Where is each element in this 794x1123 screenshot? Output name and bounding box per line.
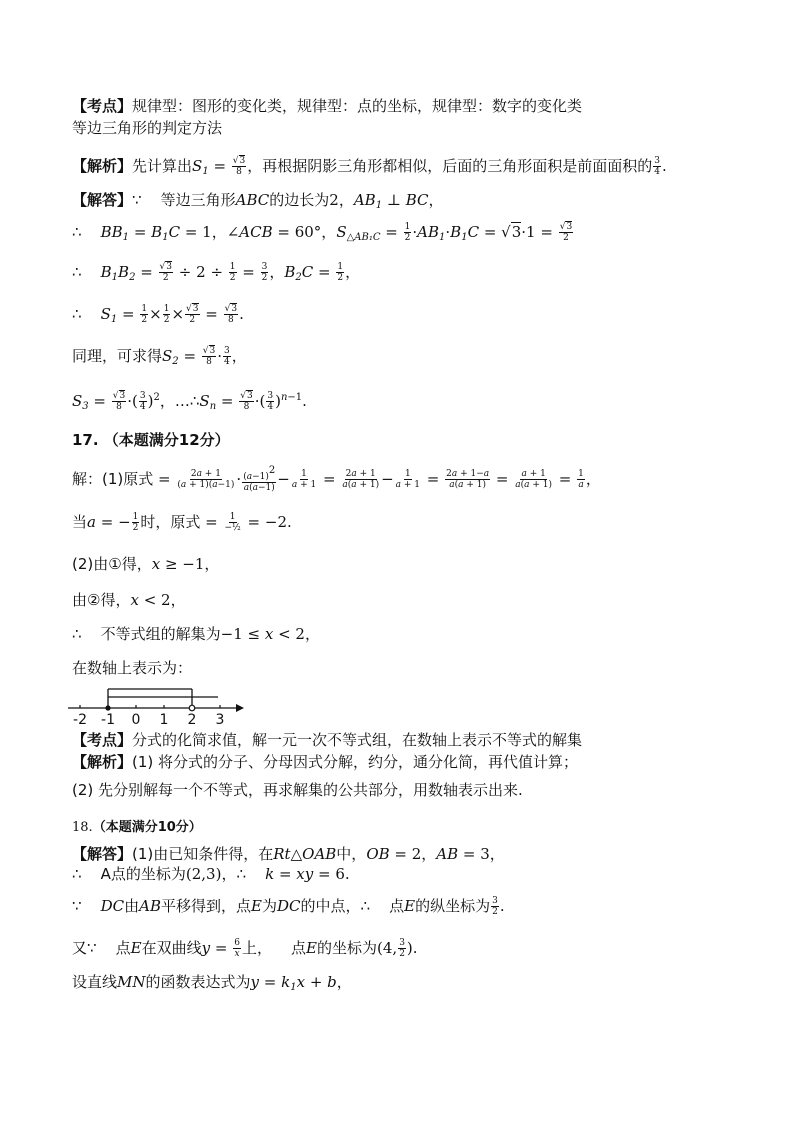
sol17-shi: 时，原式 bbox=[140, 513, 201, 531]
sol17-line-1: 解：(1)原式 = $\frac{2a + 1}{(a + 1)(a-1)}$ · $\frac{(a-1)^2}{a(a-1)}$ − $\frac{1}{a + 1}$ = $\frac{2a + 1}{a(a + 1)}$ − $\frac{1}{a + 1}$ = $\frac{2a + 1-a}{a(a + 1)}$ = $\frac{a + 1}{a(a + 1)}$ = $\frac{1}{a}$ ， bbox=[72, 465, 601, 493]
math-s1: $S_1$ bbox=[192, 157, 209, 177]
therefore-line-2: ∴ $B_1B_2$ = $\frac{√3}{2}$ ÷ 2 ÷ $\frac{1}{2}$ = $\frac{3}{2}$ ，$B_2C$ = $\frac{1}{2}$ ， bbox=[72, 262, 361, 283]
therefore-symbol: ∴ bbox=[72, 263, 82, 281]
sol18-a2: 中， bbox=[336, 845, 367, 863]
sol18-e2: 的函数表达式为 bbox=[145, 973, 251, 991]
sol17-line-4: 由②得，x < 2， bbox=[72, 591, 186, 609]
sol18-line-1: 【解答】(1)由已知条件得，在Rt△OAB中，OB = 2，AB = 3， bbox=[72, 845, 505, 863]
sol17-p2a: (2)由①得， bbox=[72, 555, 152, 573]
sol18-c4: 的中点，∴ bbox=[300, 897, 371, 915]
number-line-label: 0 bbox=[131, 712, 141, 728]
therefore-line-3: ∴ $S_1$ = $\frac{1}{2}$ × $\frac{1}{2}$ × $\frac{√3}{2}$ = $\frac{√3}{8}$ . bbox=[72, 304, 244, 325]
therefore-symbol: ∴ bbox=[72, 305, 82, 323]
frac-sqrt3-8: $\frac{√3}{8}$ bbox=[232, 156, 246, 177]
kaodian2-tag: 【考点】 bbox=[72, 731, 133, 749]
q18-heading-text: （本题满分10分） bbox=[92, 820, 202, 835]
kaodian-tag: 【考点】 bbox=[72, 97, 133, 115]
sol18-line-5: 设直线MN的函数表达式为$y = k_1x + b$， bbox=[72, 973, 352, 993]
sol17-solset: 不等式组的解集为 bbox=[100, 625, 221, 643]
jiexi-mid: ，再根据阴影三角形都相似，后面的三角形面积是前面面积的 bbox=[247, 157, 653, 175]
q17-heading: 17. （本题满分12分） bbox=[72, 431, 230, 449]
q18-heading bbox=[72, 816, 202, 838]
sol18-line-3: ∵ DC由AB平移得到，点E为DC的中点，∴ 点E的纵坐标为 $\frac{3}{2}$ . bbox=[72, 896, 505, 917]
sol18-b2: ，∴ bbox=[221, 865, 246, 883]
sol17-line-5: ∴ 不等式组的解集为−1 ≤ x < 2， bbox=[72, 625, 320, 643]
because-symbol: ∵ bbox=[132, 191, 142, 209]
number-line-arrow bbox=[236, 704, 244, 712]
sol18-d5: 点 bbox=[291, 939, 307, 957]
sol17-line-3: (2)由①得，x ≥ −1， bbox=[72, 555, 220, 573]
sol18-c2: 平移得到，点 bbox=[161, 897, 252, 915]
number-line-label: -1 bbox=[101, 712, 115, 728]
jieda-t2: 的边长为 bbox=[269, 191, 330, 209]
sol18-a1: (1)由已知条件得，在 bbox=[132, 845, 274, 863]
kaodian-text-2: 等边三角形的判定方法 bbox=[72, 119, 223, 137]
tongli-line: 同理，可求得$S_2$ = $\frac{√3}{8}$ · $\frac{3}{4}$ ， bbox=[72, 346, 247, 367]
sol18-e1: 设直线 bbox=[72, 973, 118, 991]
s3-sn-line: $S_3$ = $\frac{√3}{8}$ ·( $\frac{3}{4}$ )$^2$，$\dots\therefore S_n$ = $\frac{√3}{8}$ ·( $\frac{3}{4}$ )$^{n-1}$. bbox=[72, 391, 307, 412]
sol17-line-6 bbox=[72, 658, 192, 678]
jiexi2-tag: 【解析】 bbox=[72, 753, 133, 771]
kaodian-text: 规律型：图形的变化类，规律型：点的坐标，规律型：数字的变化类 bbox=[132, 97, 583, 115]
sol18-d1: 又∵ bbox=[72, 939, 97, 957]
jieda-t1: 等边三角形 bbox=[160, 191, 236, 209]
jiexi-end: . bbox=[662, 157, 667, 175]
jieda-t3: 2， bbox=[329, 191, 354, 209]
sol18-d2: 点 bbox=[115, 939, 131, 957]
frac-3-4: $\frac{3}{4}$ bbox=[654, 156, 661, 177]
jiexi2-text-2: (2) 先分别解每一个不等式，再求解集的公共部分，用数轴表示出来. bbox=[72, 781, 523, 799]
q18-num: 18. bbox=[72, 820, 93, 835]
therefore-line-1: ∴ $BB_1 = B_1C = 1$，∠ACB = 60°，$S_{\triangle AB_1C}$ = $\frac{1}{2}$ $\cdot AB_1\cdot B_1C = √3\cdot 1$ = $\frac{√3}{2}$ bbox=[72, 222, 573, 243]
jieda-tag: 【解答】 bbox=[72, 191, 133, 209]
sol18-line-2: ∴ A点的坐标为(2,3)，∴ k = xy = 6. bbox=[72, 865, 350, 883]
solid-point-minus1 bbox=[105, 705, 110, 710]
sol17-when: 当 bbox=[72, 513, 88, 531]
sol18-d3: 在双曲线 bbox=[141, 939, 202, 957]
number-line bbox=[66, 684, 246, 728]
jiexi-line: 【解析】先计算出$S_1$ = $\frac{√3}{8}$ ，再根据阴影三角形都相似，后面的三角形面积是前面面积的 $\frac{3}{4}$ . bbox=[72, 156, 667, 177]
therefore-symbol: ∴ bbox=[72, 223, 82, 241]
kaodian2-line bbox=[72, 730, 582, 750]
therefore-symbol: ∴ bbox=[72, 865, 82, 883]
kaodian-line-2 bbox=[72, 118, 222, 138]
sol18-c5: 点 bbox=[389, 897, 405, 915]
sol18-tag: 【解答】 bbox=[72, 845, 133, 863]
because-symbol: ∵ bbox=[72, 897, 82, 915]
jiexi2-line bbox=[72, 752, 578, 772]
number-line-label: 2 bbox=[187, 712, 197, 728]
jiexi-pre: 先计算出 bbox=[132, 157, 193, 175]
jieda-t4: ， bbox=[428, 191, 444, 209]
therefore-symbol: ∴ bbox=[72, 625, 82, 643]
sol17-start: 解：(1)原式 bbox=[72, 470, 154, 488]
sol18-c6: 的纵坐标为 bbox=[415, 897, 491, 915]
sol18-d6: 的坐标为 bbox=[317, 939, 378, 957]
kaodian-line-1 bbox=[72, 96, 582, 116]
sol18-c3: 为 bbox=[261, 897, 277, 915]
sol18-c1: 由 bbox=[124, 897, 140, 915]
sol17-onaxis: 在数轴上表示为： bbox=[72, 659, 193, 677]
sol18-b1: A点的坐标为 bbox=[100, 865, 186, 883]
dots-therefore: …∴ bbox=[174, 392, 200, 410]
jiexi-tag: 【解析】 bbox=[72, 157, 133, 175]
number-line-label: 1 bbox=[159, 712, 169, 728]
sol17-line-2: 当a = − $\frac{1}{2}$ 时，原式 = 1 −½ = −2. bbox=[72, 512, 292, 533]
jiexi2-text: (1) 将分式的分子、分母因式分解，约分，通分化简，再代值计算； bbox=[132, 753, 579, 771]
jiexi2-line-2 bbox=[72, 780, 523, 800]
sol18-d4: 上， bbox=[241, 939, 272, 957]
sol18-line-4: 又∵ 点E在双曲线y = $\frac{6}{x}$ 上， 点E的坐标为(4, $\frac{3}{2}$ ). bbox=[72, 938, 418, 959]
number-line-label: 3 bbox=[215, 712, 225, 728]
jieda-line: 【解答】∵ 等边三角形ABC的边长为2，$AB_1$ ⊥ BC， bbox=[72, 191, 444, 211]
number-line-label: -2 bbox=[73, 712, 87, 728]
open-point-2 bbox=[189, 705, 195, 711]
sol17-p2b: 由②得， bbox=[72, 591, 131, 609]
tongli-text: 同理，可求得 bbox=[72, 347, 163, 365]
kaodian2-text: 分式的化简求值，解一元一次不等式组，在数轴上表示不等式的解集 bbox=[132, 731, 583, 749]
